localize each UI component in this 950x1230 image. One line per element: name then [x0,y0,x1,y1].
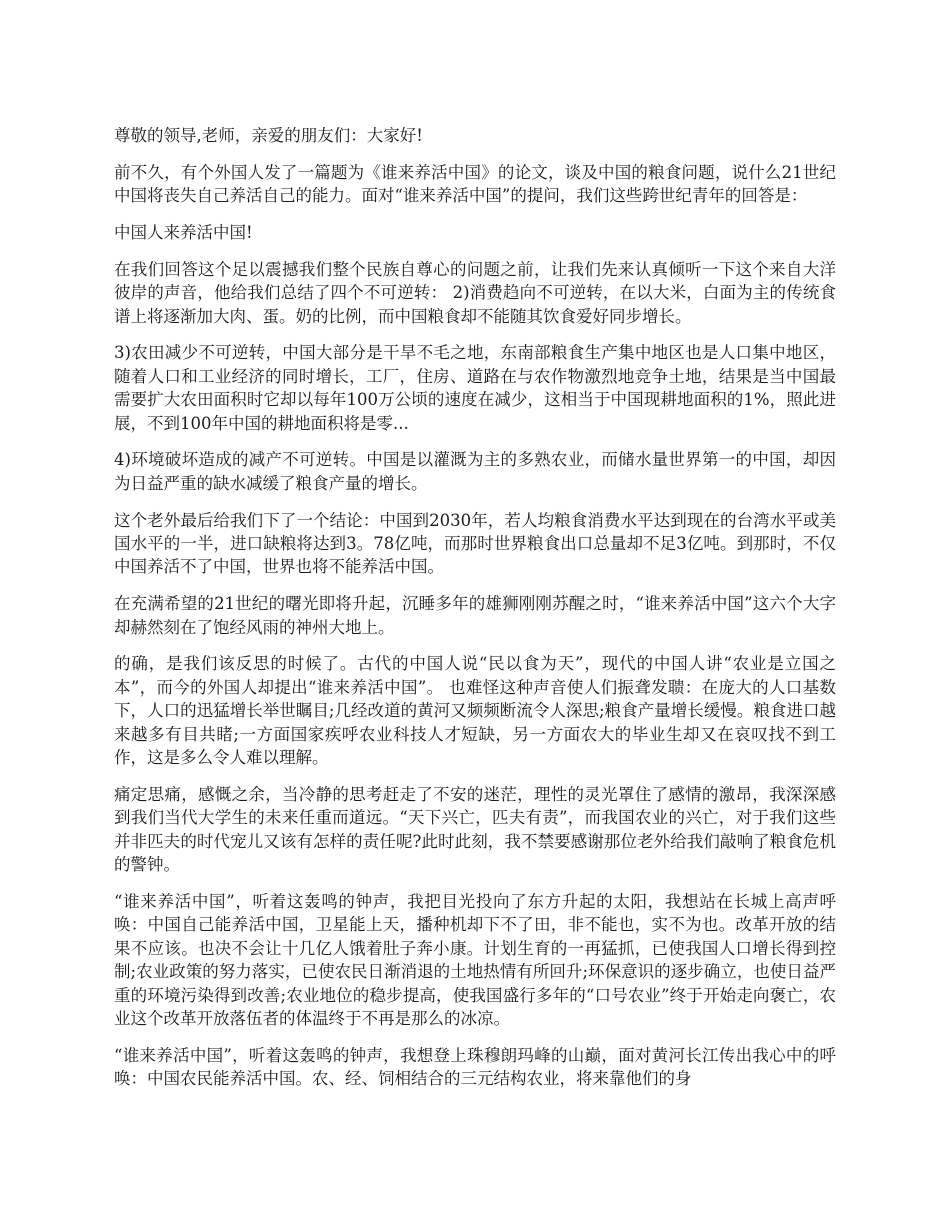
paragraph: “谁来养活中国”，听着这轰鸣的钟声，我把目光投向了东方升起的太阳，我想站在长城上高声呼唤：中国自己能养活中国，卫星能上天，播种机却下不了田，非不能也，实不为也。改革开放的结果不应该。也决不会让十几亿人饿着肚子奔小康。计划生育的一再猛抓，已使我国人口增长得到控制;农业政策的努力落实，已使农民日渐消退的土地热情有所回升;环保意识的逐步确立，也使日益严重的环境污染得到改善;农业地位的稳步提高，使我国盛行多年的“口号农业”终于开始走向褒亡，农业这个改革开放落伍者的体温终于不再是那么的冰凉。 [114,891,836,1028]
paragraph: 中国人来养活中国! [114,223,253,242]
paragraph-greeting: 尊敬的领导,老师，亲爱的朋友们：大家好! [114,126,423,145]
paragraph: 4)环境破坏造成的减产不可逆转。中国是以灌溉为主的多熟农业，而储水量世界第一的中国，却因为日益严重的缺水减缓了粮食产量的增长。 [114,450,836,493]
paragraph: 痛定思痛，感慨之余，当冷静的思考赶走了不安的迷茫，理性的灵光罩住了感情的激昂，我深深感到我们当代大学生的未来任重而道远。“天下兴亡，匹夫有责”，而我国农业的兴亡，对于我们这些并非匹夫的时代宠儿又该有怎样的责任呢?此时此刻，我不禁要感谢那位老外给我们敲响了粮食危机的警钟。 [114,784,836,875]
paragraph: 的确，是我们该反思的时候了。古代的中国人说“民以食为天”，现代的中国人讲“农业是立国之本”，而今的外国人却提出“谁来养活中国”。 也难怪这种声音使人们振聋发聩：在庞大的人口基数下，人口的迅猛增长举世瞩目;几经改道的黄河又频频断流令人深思;粮食产量增长缓慢。粮食进口越来越多有目共睹;一方面国家疾呼农业科技人才短缺，另一方面农大的毕业生却又在哀叹找不到工作，这是多么令人难以理解。 [114,654,836,768]
paragraph: 3)农田减少不可逆转，中国大部分是干旱不毛之地，东南部粮食生产集中地区也是人口集中地区，随着人口和工业经济的同时增长，工厂，住房、道路在与农作物激烈地竞争土地，结果是当中国最需要扩大农田面积时它却以每年100万公顷的速度在减少，这相当于中国现耕地面积的1%，照此进展，不到100年中国的耕地面积将是零... [114,343,836,433]
paragraph: 这个老外最后给我们下了一个结论：中国到2030年，若人均粮食消费水平达到现在的台湾水平或美国水平的一半，进口缺粮将达到3。78亿吨，而那时世界粮食出口总量却不足3亿吨。到那时，不仅中国养活不了中国，世界也将不能养活中国。 [114,510,836,577]
paragraph: “谁来养活中国”，听着这轰鸣的钟声，我想登上珠穆朗玛峰的山巅，面对黄河长江传出我心中的呼唤：中国农民能养活中国。农、经、饲相结合的三元结构农业，将来靠他们的身 [114,1045,836,1089]
paragraph: 前不久，有个外国人发了一篇题为《谁来养活中国》的论文，谈及中国的粮食问题，说什么21世纪中国将丧失自己养活自己的能力。面对“谁来养活中国”的提问，我们这些跨世纪青年的回答是： [114,162,836,206]
paragraph: 在我们回答这个足以震撼我们整个民族自尊心的问题之前，让我们先来认真倾听一下这个来自大洋彼岸的声音，他给我们总结了四个不可逆转： 2)消费趋向不可逆转，在以大米，白面为主的传统食谱上将逐渐加大肉、蛋。奶的比例，而中国粮食却不能随其饮食爱好同步增长。 [114,259,836,326]
paragraph: 在充满希望的21世纪的曙光即将升起，沉睡多年的雄狮刚刚苏醒之时，“谁来养活中国”这六个大字却赫然刻在了饱经风雨的神州大地上。 [114,594,836,637]
document-body [114,124,836,1104]
